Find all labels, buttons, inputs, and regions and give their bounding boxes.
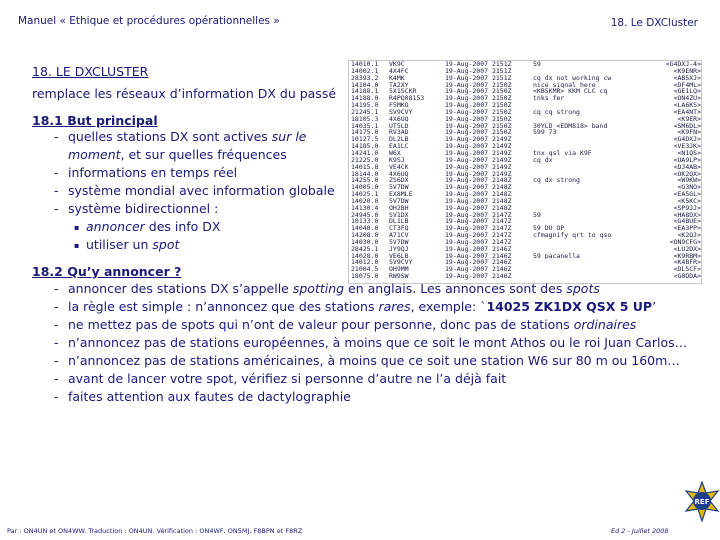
- cluster-spotter: <EA3PP>: [673, 224, 701, 233]
- cluster-freq: 28425.1: [351, 244, 379, 253]
- cluster-call: R4PQ08153: [389, 94, 425, 103]
- header-chapter-title: 18. Le DXCluster: [610, 17, 698, 29]
- cluster-freq: 14010.1: [351, 60, 379, 68]
- cluster-freq: 21225.0: [351, 155, 379, 164]
- cluster-time: 19-Aug-2007 2151Z: [445, 66, 512, 75]
- cluster-time: 19-Aug-2007 2150Z: [445, 121, 512, 130]
- cluster-comment: cq cq strong: [533, 108, 580, 116]
- cluster-call: ZS6DX: [389, 176, 409, 185]
- cluster-spotter: <HA8DX>: [673, 210, 701, 219]
- cluster-freq: 14020.0: [351, 196, 379, 205]
- cluster-call: 4X4FC: [389, 66, 409, 75]
- cluster-call: OH2BH: [389, 203, 409, 212]
- list-item: - faites attention aux fautes de dactylographie: [54, 388, 704, 406]
- list-item: - avant de lancer votre spot, vérifiez si personne d’autre ne l’a déjà fait: [54, 370, 704, 388]
- cluster-spotter: <G3NO>: [677, 183, 701, 192]
- cluster-call: 5V7DW: [389, 237, 409, 246]
- cluster-time: 19-Aug-2007 2147Z: [445, 217, 512, 226]
- cluster-comment: [533, 136, 653, 143]
- cluster-time: 19-Aug-2007 2150Z: [445, 87, 512, 96]
- cluster-comment: cq dx strong: [533, 177, 580, 185]
- cluster-call: K9SJ: [389, 155, 405, 164]
- cluster-spotter: <K9FN>: [677, 128, 701, 137]
- cluster-call: DL1LB: [389, 217, 409, 226]
- footer-edition: Ed 2 - Juillet 2008: [611, 527, 669, 535]
- cluster-call: VE4CK: [389, 162, 409, 171]
- footer-credits: Par : ON4UN et ON4WW. Traduction : ON4UN. Vérification : ON4WF, ON5MJ, F8BPN et F8RZ: [7, 527, 303, 535]
- cluster-call: SV1DX: [389, 210, 409, 219]
- cluster-freq: 18105.3: [351, 114, 379, 123]
- cluster-spotter: <W9KW>: [677, 176, 701, 185]
- header-manual-title: Manuel « Ethique et procédures opérationnelles »: [18, 15, 280, 27]
- cluster-call: 4X6UQ: [389, 169, 409, 178]
- list-item: - n’annoncez pas de stations américaines, à moins que ce soit une station W6 sur 80 m ou 160m…: [54, 352, 704, 370]
- cluster-call: VK9C: [389, 60, 405, 68]
- cluster-time: 19-Aug-2007 2148Z: [445, 176, 512, 185]
- cluster-call: RV3AD: [389, 128, 409, 137]
- cluster-spotter: <K2QJ>: [677, 231, 701, 240]
- cluster-spotter: <LU2DX>: [673, 244, 701, 253]
- cluster-freq: 10127.5: [351, 135, 379, 144]
- cluster-comment: [533, 171, 653, 178]
- cluster-freq: 14104.0: [351, 80, 379, 89]
- cluster-row: [349, 273, 701, 280]
- cluster-freq: 14005.0: [351, 183, 379, 192]
- cluster-spotter: <ON4ZU>: [673, 94, 701, 103]
- cluster-freq: 14188.1: [351, 87, 379, 96]
- cluster-call: OH9MM: [389, 265, 409, 274]
- cluster-row: [349, 143, 701, 150]
- cluster-spotter: <LA6KS>: [673, 101, 701, 110]
- cluster-comment: 59 pacanella: [533, 252, 580, 260]
- cluster-spotter: <N1QS>: [677, 148, 701, 157]
- ref-logo-icon: [684, 481, 720, 525]
- cluster-spotter: <AB5XJ>: [673, 73, 701, 82]
- cluster-call: W6X: [389, 148, 401, 157]
- subsection-title-2: 18.2 Qu’y annoncer ?: [32, 264, 182, 279]
- cluster-spotter: <K4BFR>: [673, 258, 701, 267]
- cluster-freq: 14028.0: [351, 251, 379, 260]
- cluster-time: 19-Aug-2007 2146Z: [445, 258, 512, 267]
- cluster-spotter: <K9ER>: [677, 114, 701, 123]
- cluster-spotter: <UA9LP>: [673, 155, 701, 164]
- sub-list-item: ▪ annoncer des info DX: [74, 218, 350, 236]
- cluster-comment: [533, 205, 653, 212]
- cluster-time: 19-Aug-2007 2150Z: [445, 80, 512, 89]
- cluster-comment: [533, 198, 653, 205]
- cluster-call: 4X6UQ: [389, 114, 409, 123]
- cluster-time: 19-Aug-2007 2147Z: [445, 210, 512, 219]
- cluster-time: 19-Aug-2007 2146Z: [445, 272, 512, 281]
- dxcluster-screenshot: [348, 60, 702, 284]
- cluster-spotter: <K9ENR>: [673, 66, 701, 75]
- cluster-spotter: <G4DXJ>: [673, 135, 701, 144]
- cluster-freq: 14255.0: [351, 176, 379, 185]
- list-item: - informations en temps réel: [54, 164, 350, 182]
- cluster-freq: 10133.0: [351, 217, 379, 226]
- cluster-comment: 30YLD <EDM818> band: [533, 122, 608, 130]
- cluster-time: 19-Aug-2007 2150Z: [445, 128, 512, 137]
- cluster-time: 19-Aug-2007 2148Z: [445, 196, 512, 205]
- list-item: - n’annoncez pas de stations européennes, à moins que ce soit le mont Athos ou le roi Juan Carlos…: [54, 334, 704, 352]
- cluster-spotter: <SP9JJ>: [673, 203, 701, 212]
- cluster-time: 19-Aug-2007 2149Z: [445, 135, 512, 144]
- cluster-freq: 18075.0: [351, 272, 379, 281]
- cluster-freq: 24945.0: [351, 210, 379, 219]
- cluster-freq: 14012.0: [351, 258, 379, 267]
- cluster-comment: [533, 143, 653, 150]
- cluster-spotter: <OK2QX>: [673, 169, 701, 178]
- sub-list: [74, 218, 350, 254]
- cluster-time: 19-Aug-2007 2147Z: [445, 231, 512, 240]
- cluster-time: 19-Aug-2007 2149Z: [445, 162, 512, 171]
- cluster-spotter: <SM6DL>: [673, 121, 701, 130]
- cluster-call: RW9SW: [389, 272, 409, 281]
- cluster-freq: 18144.0: [351, 169, 379, 178]
- cluster-time: 19-Aug-2007 2146Z: [445, 265, 512, 274]
- cluster-comment: <KB5KMR> KKM CLC cq: [533, 88, 608, 96]
- cluster-call: F5MKO: [389, 101, 409, 110]
- cluster-call: EA1LC: [389, 142, 409, 151]
- cluster-spotter: <G4DXJ-4>: [665, 60, 701, 68]
- cluster-spotter: <VE3JK>: [673, 142, 701, 151]
- cluster-spotter: <GE1LQ>: [673, 87, 701, 96]
- cluster-time: 19-Aug-2007 2149Z: [445, 169, 512, 178]
- cluster-comment: [533, 68, 653, 75]
- cluster-call: A71CV: [389, 231, 409, 240]
- cluster-time: 19-Aug-2007 2150Z: [445, 101, 512, 110]
- cluster-call: 5V7DW: [389, 196, 409, 205]
- intro-text: remplace les réseaux d’information DX du passé: [32, 86, 337, 101]
- cluster-freq: 14030.0: [351, 237, 379, 246]
- cluster-comment: [533, 246, 653, 253]
- cluster-time: 19-Aug-2007 2147Z: [445, 237, 512, 246]
- cluster-spotter: <DL5CF>: [673, 265, 701, 274]
- cluster-time: 19-Aug-2007 2150Z: [445, 107, 512, 116]
- list-item: - ne mettez pas de spots qui n’ont de valeur pour personne, donc pas de stations ordinaires: [54, 316, 704, 334]
- cluster-comment: [533, 266, 653, 273]
- cluster-spotter: <ON9CFG>: [669, 237, 701, 246]
- cluster-comment: [533, 239, 653, 246]
- cluster-comment: cq dx: [533, 156, 553, 164]
- cluster-call: EX8MLE: [389, 190, 413, 199]
- cluster-freq: 28393.2: [351, 73, 379, 82]
- cluster-freq: 21245.1: [351, 107, 379, 116]
- cluster-comment: cfmagnify qrt to qso: [533, 232, 612, 239]
- cluster-call: CT3FQ: [389, 224, 409, 233]
- cluster-time: 19-Aug-2007 2151Z: [445, 73, 512, 82]
- list-item: - quelles stations DX sont actives sur le moment, et sur quelles fréquences: [54, 128, 350, 164]
- cluster-time: 19-Aug-2007 2150Z: [445, 114, 512, 123]
- cluster-call: K4MK: [389, 73, 405, 82]
- cluster-freq: 14035.1: [351, 121, 379, 130]
- cluster-spotter: <DF4ML>: [673, 80, 701, 89]
- cluster-spotter: <K5KC>: [677, 196, 701, 205]
- cluster-comment: [533, 102, 653, 109]
- cluster-comment: nice signal here: [533, 81, 596, 89]
- cluster-call: VE6LB: [389, 251, 409, 260]
- list-item: - système bidirectionnel : ▪ annoncer des info DX ▪ utiliser un spot: [54, 200, 350, 254]
- cluster-spotter: <K9RBM>: [673, 251, 701, 260]
- cluster-comment: [533, 218, 653, 225]
- cluster-comment: 59: [533, 211, 541, 219]
- cluster-time: 19-Aug-2007 2149Z: [445, 148, 512, 157]
- cluster-spotter: <G0DDA>: [673, 272, 701, 281]
- cluster-time: 19-Aug-2007 2147Z: [445, 224, 512, 233]
- cluster-freq: 14195.0: [351, 101, 379, 110]
- cluster-call: UT5LD: [389, 121, 409, 130]
- subsection-title-1: 18.1 But principal: [32, 113, 158, 128]
- cluster-freq: 14002.1: [351, 66, 379, 75]
- cluster-call: SV9CVY: [389, 258, 413, 267]
- section-title: 18. LE DXCLUSTER: [32, 64, 149, 79]
- cluster-comment: [533, 273, 653, 280]
- cluster-comment: [533, 116, 653, 123]
- cluster-call: DL2LB: [389, 135, 409, 144]
- list-item: - annoncer des stations DX s’appelle spotting en anglais. Les annonces sont des spots: [54, 280, 704, 298]
- cluster-comment: 599 73: [533, 129, 557, 137]
- cluster-time: 19-Aug-2007 2146Z: [445, 251, 512, 260]
- cluster-time: 19-Aug-2007 2148Z: [445, 190, 512, 199]
- cluster-freq: 14185.0: [351, 142, 379, 151]
- list-item: - système mondial avec information globale: [54, 182, 350, 200]
- cluster-time: 19-Aug-2007 2146Z: [445, 244, 512, 253]
- cluster-call: TA2XY: [389, 80, 409, 89]
- cluster-time: 19-Aug-2007 2149Z: [445, 155, 512, 164]
- cluster-time: 19-Aug-2007 2151Z: [445, 60, 512, 68]
- cluster-comment: 59 DU OP: [533, 225, 565, 233]
- cluster-comment: tnx qsl via K9F: [533, 149, 592, 157]
- cluster-time: 19-Aug-2007 2150Z: [445, 94, 512, 103]
- cluster-time: 19-Aug-2007 2148Z: [445, 183, 512, 192]
- cluster-spotter: <EA5GL>: [673, 190, 701, 199]
- cluster-comment: [533, 184, 653, 191]
- cluster-comment: [533, 191, 653, 198]
- cluster-spotter: <DJ4AB>: [673, 162, 701, 171]
- cluster-call: 5V7DW: [389, 183, 409, 192]
- cluster-freq: 14241.0: [351, 148, 379, 157]
- cluster-freq: 21004.5: [351, 265, 379, 274]
- cluster-call: SV9CVY: [389, 107, 413, 116]
- cluster-comment: [533, 259, 653, 266]
- cluster-freq: 14175.0: [351, 128, 379, 137]
- cluster-comment: tnks fer: [533, 95, 565, 103]
- cluster-freq: 14130.4: [351, 203, 379, 212]
- cluster-freq: 14208.0: [351, 231, 379, 240]
- cluster-freq: 14025.1: [351, 190, 379, 199]
- cluster-comment: 59: [533, 61, 541, 68]
- cluster-time: 19-Aug-2007 2149Z: [445, 142, 512, 151]
- logo-text: REF: [694, 498, 710, 506]
- list-item: - la règle est simple : n’annoncez que des stations rares, exemple: `14025 ZK1DX QSX 5 UP’: [54, 298, 704, 316]
- cluster-comment: cq dx not working cw: [533, 74, 612, 82]
- cluster-freq: 14188.0: [351, 94, 379, 103]
- cluster-call: JY9QJ: [389, 244, 409, 253]
- subsection-1-list: [54, 128, 350, 254]
- sub-list-item: ▪ utiliser un spot: [74, 236, 350, 254]
- cluster-spotter: <EA4NT>: [673, 107, 701, 116]
- cluster-call: 5X1SCKR: [389, 87, 417, 96]
- cluster-spotter: <G4BUE>: [673, 217, 701, 226]
- subsection-2-list: [54, 280, 704, 406]
- cluster-freq: 14040.0: [351, 224, 379, 233]
- cluster-freq: 14015.8: [351, 162, 379, 171]
- cluster-time: 19-Aug-2007 2148Z: [445, 203, 512, 212]
- cluster-comment: [533, 164, 653, 171]
